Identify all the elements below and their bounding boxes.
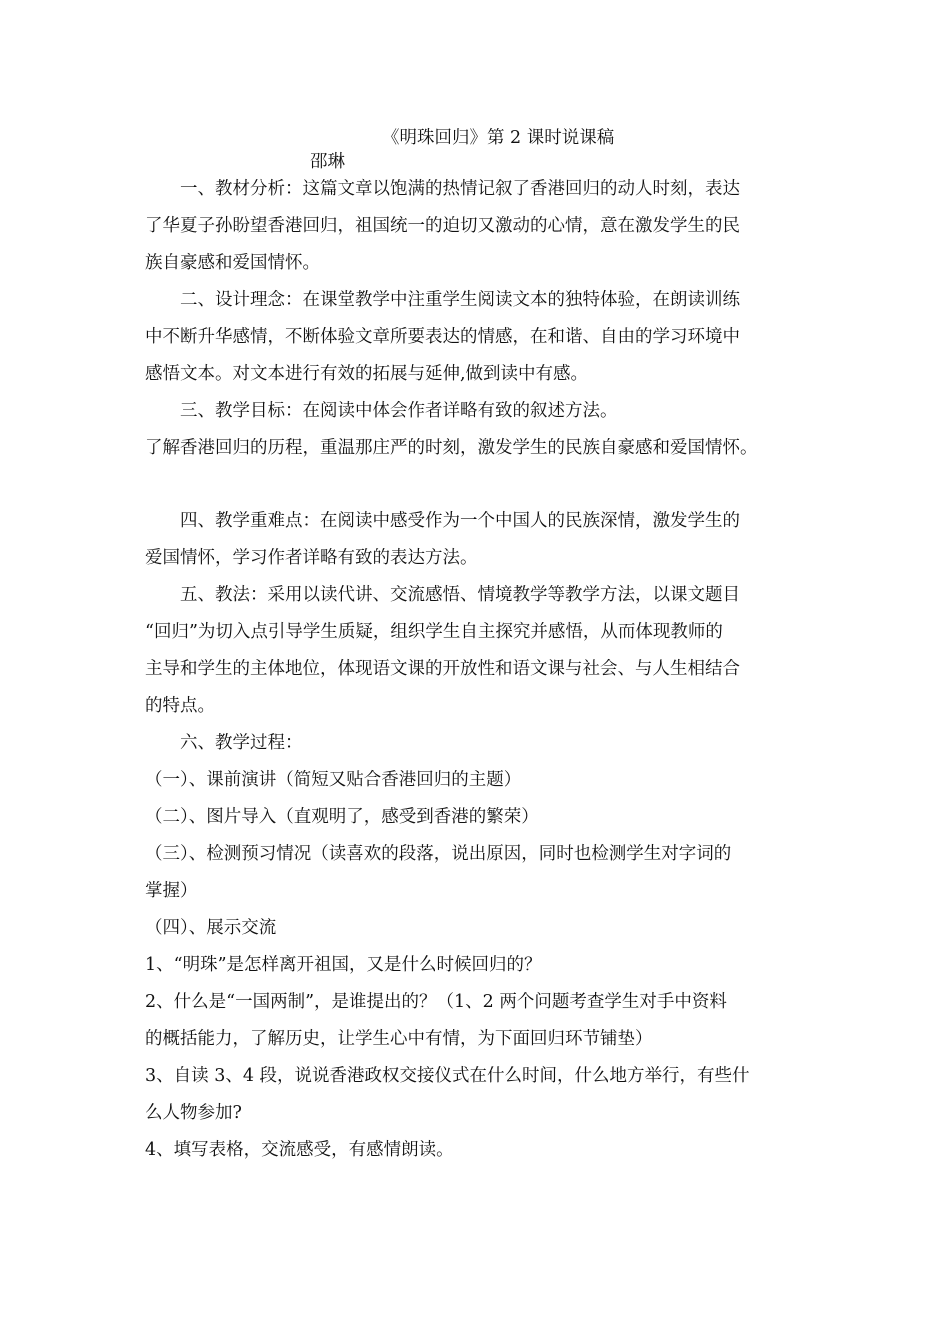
list-item: （二）、图片导入（直观明了，感受到香港的繁荣） — [145, 807, 539, 827]
paragraph-line: 五、教法：采用以读代讲、交流感悟、情境教学等教学方法，以课文题目 — [180, 585, 740, 605]
section-heading: 六、教学过程： — [180, 733, 303, 753]
paragraph-line: 族自豪感和爱国情怀。 — [145, 253, 320, 273]
paragraph-line: 感悟文本。对文本进行有效的拓展与延伸,做到读中有感。 — [145, 364, 589, 384]
list-item: 掌握） — [145, 881, 198, 901]
document-author: 邵琳 — [310, 152, 345, 172]
paragraph-line: “回归”为切入点引导学生质疑，组织学生自主探究并感悟，从而体现教师的 — [145, 622, 723, 642]
paragraph-line: 中不断升华感情，不断体验文章所要表达的情感，在和谐、自由的学习环境中 — [145, 327, 740, 347]
document-title: 《明珠回归》第 2 课时说课稿 — [382, 128, 615, 148]
list-item: 的概括能力，了解历史，让学生心中有情，为下面回归环节铺垫） — [145, 1029, 653, 1049]
list-item: 1、“明珠”是怎样离开祖国，又是什么时候回归的？ — [145, 955, 542, 975]
paragraph-line: 的特点。 — [145, 696, 215, 716]
paragraph-line: 了华夏子孙盼望香港回归，祖国统一的迫切又激动的心情，意在激发学生的民 — [145, 216, 740, 236]
paragraph-line: 四、教学重难点：在阅读中感受作为一个中国人的民族深情，激发学生的 — [180, 511, 740, 531]
paragraph-line: 三、教学目标：在阅读中体会作者详略有致的叙述方法。 — [180, 401, 618, 421]
list-item: 4、填写表格，交流感受，有感情朗读。 — [145, 1140, 454, 1160]
list-item: 么人物参加? — [145, 1103, 242, 1123]
list-item: （一）、课前演讲（简短又贴合香港回归的主题） — [145, 770, 522, 790]
list-item: （四）、展示交流 — [145, 918, 277, 938]
list-item: 3、自读 3、4 段，说说香港政权交接仪式在什么时间，什么地方举行，有些什 — [145, 1066, 750, 1086]
paragraph-line: 爱国情怀，学习作者详略有致的表达方法。 — [145, 548, 478, 568]
paragraph-line: 一、教材分析：这篇文章以饱满的热情记叙了香港回归的动人时刻，表达 — [180, 179, 740, 199]
paragraph-line: 主导和学生的主体地位，体现语文课的开放性和语文课与社会、与人生相结合 — [145, 659, 740, 679]
list-item: 2、什么是“一国两制”，是谁提出的？（1、2 两个问题考查学生对手中资料 — [145, 992, 727, 1012]
paragraph-line: 了解香港回归的历程，重温那庄严的时刻，激发学生的民族自豪感和爱国情怀。 — [145, 438, 758, 458]
list-item: （三）、检测预习情况（读喜欢的段落，说出原因，同时也检测学生对字词的 — [145, 844, 732, 864]
paragraph-line: 二、设计理念：在课堂教学中注重学生阅读文本的独特体验，在朗读训练 — [180, 290, 740, 310]
